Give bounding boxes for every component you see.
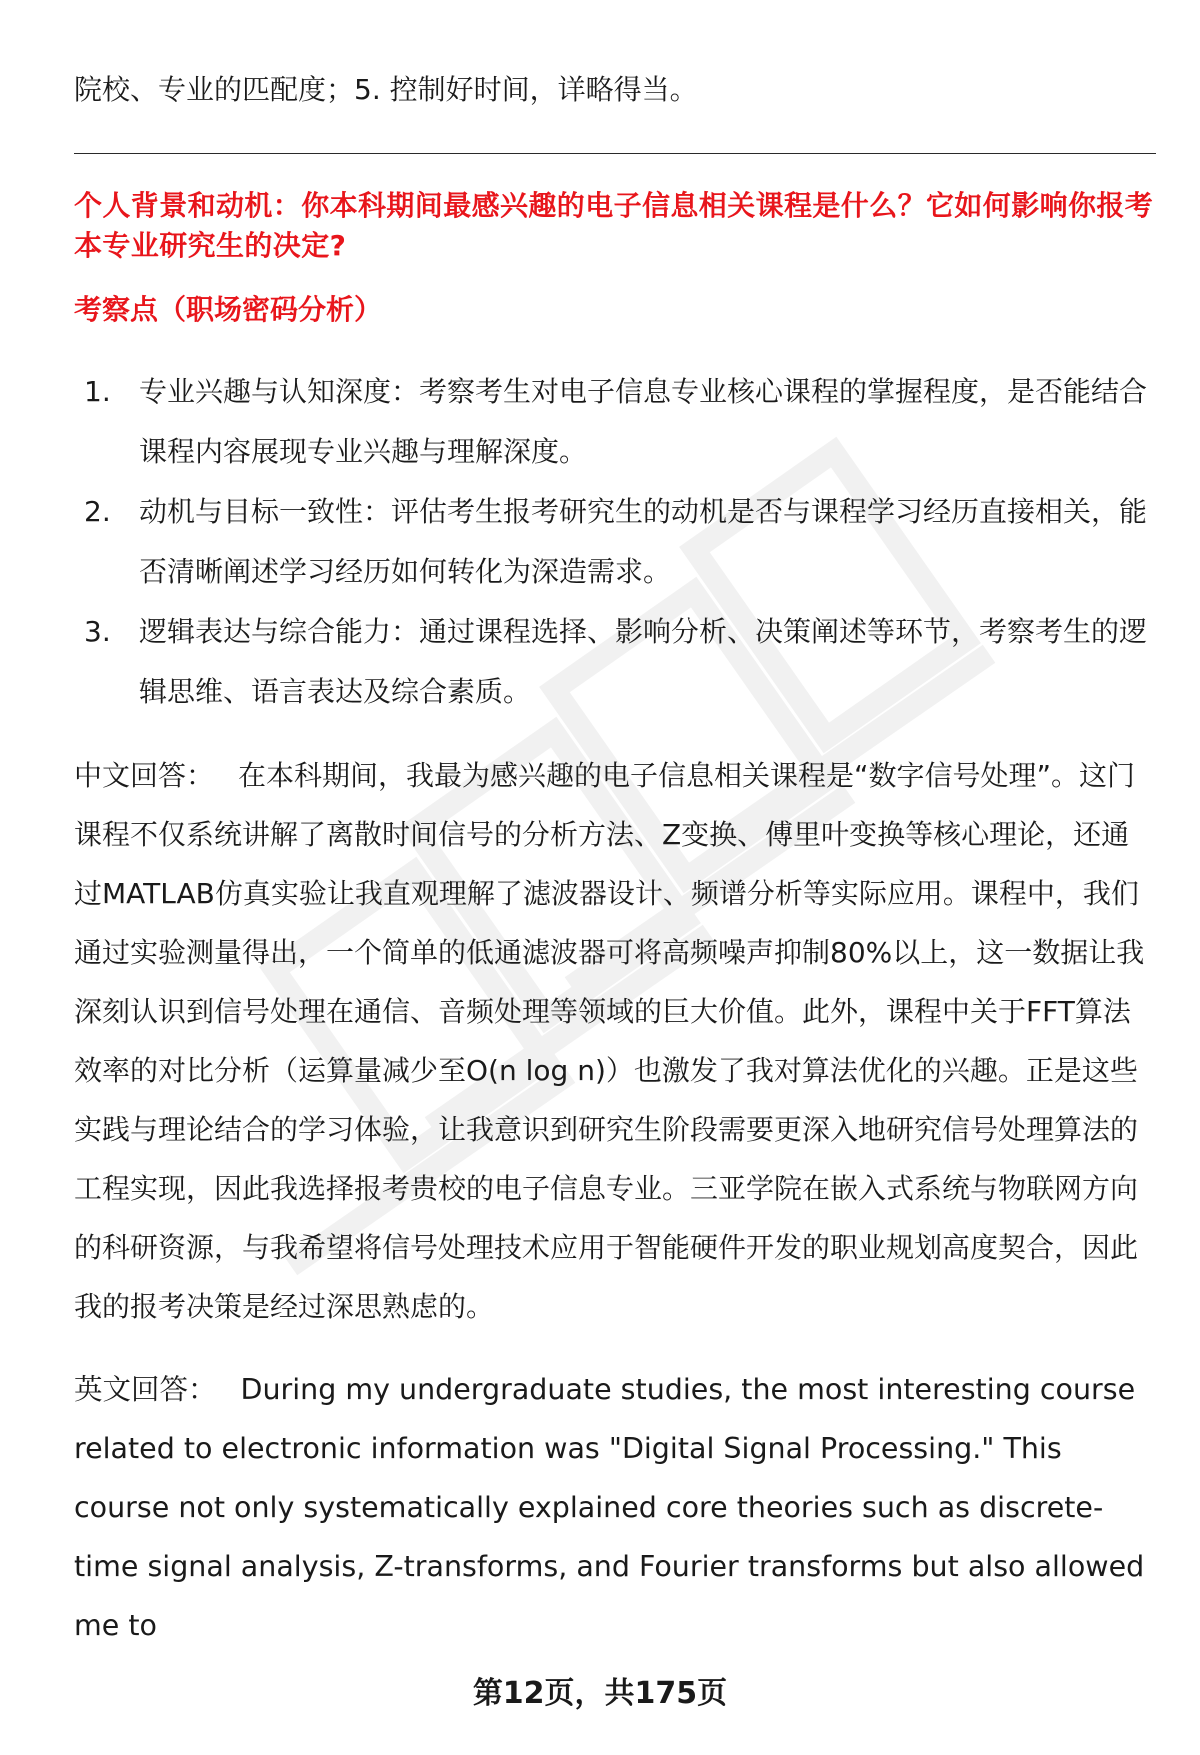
list-item <box>74 482 1156 602</box>
question-heading: 个人背景和动机：你本科期间最感兴趣的电子信息相关课程是什么？它如何影响你报考本专业研究生的决定? <box>74 189 1154 262</box>
english-answer-text: During my undergraduate studies, the most interesting course related to electronic information was "Digital Signal Processing." This course not only systematically explained core theories such as discrete-time signal analysis, Z-transforms, and Fourier transforms but also allowed me to <box>74 1373 1145 1642</box>
english-answer-label: 英文回答： <box>74 1373 217 1406</box>
chinese-answer-label: 中文回答： <box>74 759 215 792</box>
list-item-text: 动机与目标一致性：评估考生报考研究生的动机是否与课程学习经历直接相关，能否清晰阐述学习经历如何转化为深造需求。 <box>139 495 1148 588</box>
intro-line: 院校、专业的匹配度；5. 控制好时间，详略得当。 <box>74 73 698 106</box>
list-item-text: 逻辑表达与综合能力：通过课程选择、影响分析、决策阐述等环节，考察考生的逻辑思维、语言表达及综合素质。 <box>139 615 1148 708</box>
list-item-text: 专业兴趣与认知深度：考察考生对电子信息专业核心课程的掌握程度，是否能结合课程内容展现专业兴趣与理解深度。 <box>139 375 1148 468</box>
list-item <box>74 362 1156 482</box>
page-footer: 第12页，共175页 <box>472 1676 728 1711</box>
english-answer <box>74 1360 1156 1655</box>
assessment-points-list <box>74 362 1156 722</box>
list-item-number: 3. <box>84 615 111 648</box>
content-area <box>74 70 1156 1655</box>
list-item-number: 1. <box>84 375 111 408</box>
list-item <box>74 602 1156 722</box>
assessment-points-title: 考察点（职场密码分析） <box>74 293 383 326</box>
chinese-answer <box>74 746 1156 1336</box>
section-divider <box>74 153 1156 154</box>
chinese-answer-text: 在本科期间，我最为感兴趣的电子信息相关课程是“数字信号处理”。这门课程不仅系统讲解了离散时间信号的分析方法、Z变换、傅里叶变换等核心理论，还通过MATLAB仿真实验让我直观理解了滤波器设计、频谱分析等实际应用。课程中，我们通过实验测量得出，一个简单的低通滤波器可将高频噪声抑制80%以上，这一数据让我深刻认识到信号处理在通信、音频处理等领域的巨大价值。此外，课程中关于FFT算法效率的对比分析（运算量减少至O(n log n)）也激发了我对算法优化的兴趣。正是这些实践与理论结合的学习体验，让我意识到研究生阶段需要更深入地研究信号处理算法的工程实现，因此我选择报考贵校的电子信息专业。三亚学院在嵌入式系统与物联网方向的科研资源，与我希望将信号处理技术应用于智能硬件开发的职业规划高度契合，因此我的报考决策是经过深思熟虑的。 <box>74 759 1145 1323</box>
list-item-number: 2. <box>84 495 111 528</box>
